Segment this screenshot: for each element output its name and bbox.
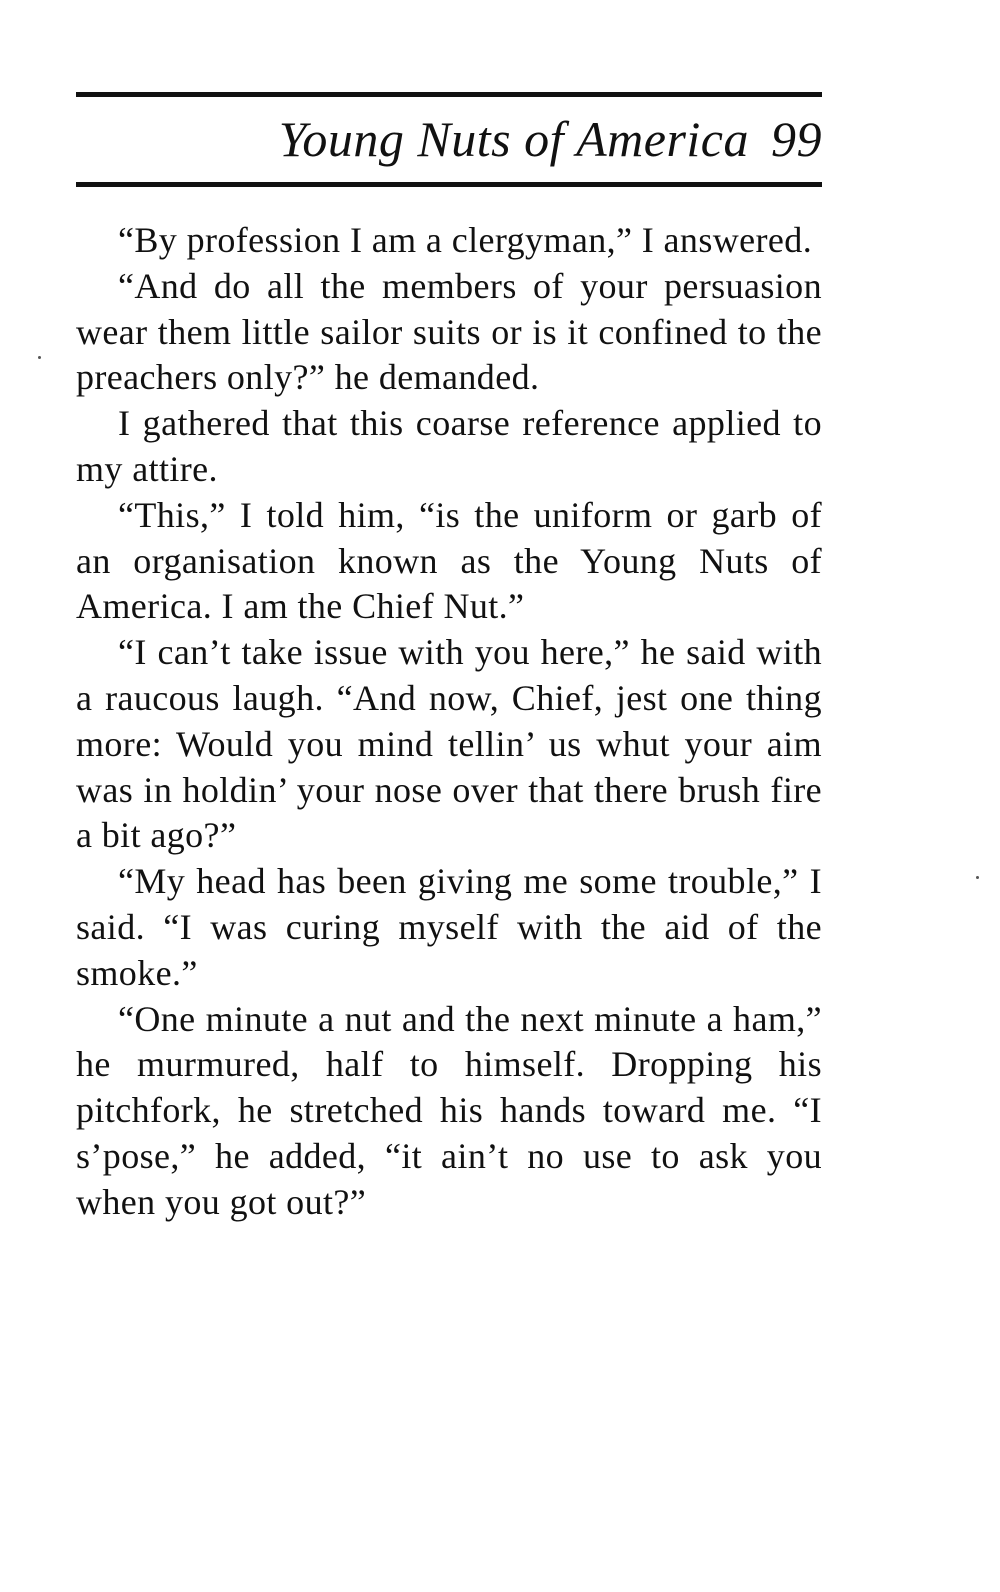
print-speck: [38, 356, 41, 359]
paragraph: “This,” I told him, “is the uniform or garb of an organisation known as the Young Nuts of America. I am the Chief Nut.”: [76, 494, 822, 627]
page-number: 99: [771, 111, 822, 167]
paragraph: “One minute a nut and the next minute a ham,” he murmured, half to himself. Dropping his pitchfork, he stretched his hands toward me. “I s’pose,” he added, “it ain’t no use to ask you when you got out?”: [76, 998, 822, 1222]
paragraph: I gathered that this coarse reference applied to my attire.: [76, 403, 822, 489]
header-top-rule: [76, 92, 822, 97]
paragraph: “By profession I am a clergyman,” I answered.: [118, 220, 813, 260]
running-head: [76, 100, 822, 178]
paragraph: “My head has been giving me some trouble,” I said. “I was curing myself with the aid of the smoke.”: [76, 861, 822, 993]
header-bottom-rule: [76, 182, 822, 187]
body-text: [76, 218, 822, 1226]
print-speck: [976, 876, 979, 879]
paragraph: “I can’t take issue with you here,” he said with a raucous laugh. “And now, Chief, jest one thing more: Would you mind tellin’ us whut your aim was in holdin’ your nose over that there brush fire a bit ago?”: [76, 632, 822, 856]
paragraph: “And do all the members of your persuasion wear them little sailor suits or is it confined to the preachers only?” he demanded.: [76, 265, 822, 398]
running-head-title: Young Nuts of America: [278, 111, 749, 167]
